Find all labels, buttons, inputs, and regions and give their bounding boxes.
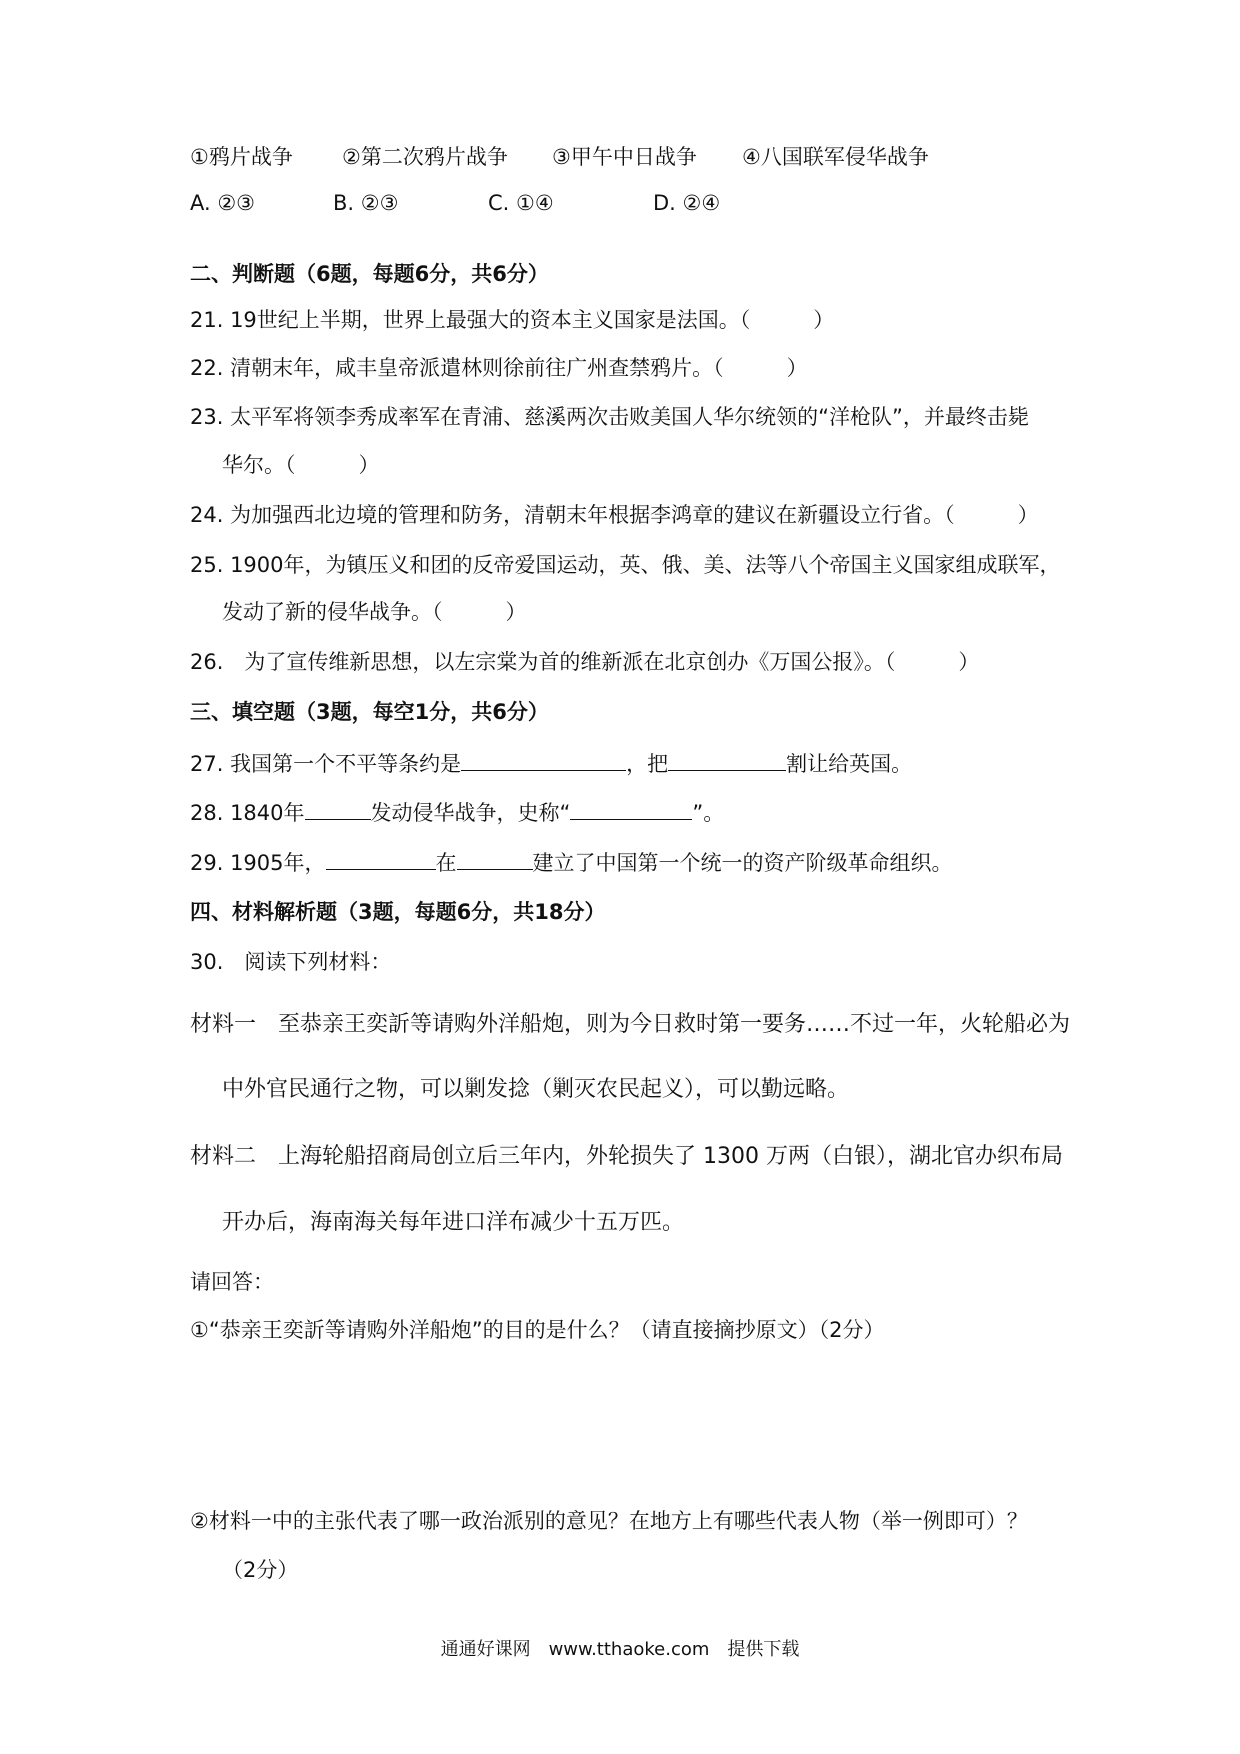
question-24: 24. 为加强西北边境的管理和防务，清朝末年根据李鸿章的建议在新疆设立行省。（ ） — [190, 503, 1039, 527]
question-29 — [190, 847, 953, 878]
material-2: 材料二 上海轮船招商局创立后三年内，外轮损失了 1300 万两（白银），湖北官办织布局 — [190, 1144, 1063, 1169]
question-23: 23. 太平军将领李秀成率军在青浦、慈溪两次击败美国人华尔统领的“洋枪队”，并最终击毙 — [190, 405, 1029, 429]
q20-item: ①鸦片战争 — [190, 145, 293, 169]
answer-blank[interactable] — [457, 847, 533, 870]
question-28 — [190, 797, 724, 828]
q27-text-a: 27. 我国第一个不平等条约是 — [190, 752, 462, 776]
q29-text-c: 建立了中国第一个统一的资产阶级革命组织。 — [532, 851, 953, 875]
sub-question-2-cont: （2分） — [222, 1558, 299, 1582]
q28-text-b: 发动侵华战争，史称“ — [370, 801, 571, 825]
section4-title: 四、材料解析题（3题，每题6分，共18分） — [190, 900, 606, 924]
answer-prompt: 请回答： — [190, 1270, 274, 1294]
section2-title: 二、判断题（6题，每题6分，共6分） — [190, 262, 549, 286]
material-1: 材料一 至恭亲王奕訢等请购外洋船炮，则为今日救时第一要务……不过一年，火轮船必为 — [190, 1012, 1071, 1037]
q29-text-b: 在 — [435, 851, 457, 875]
q28-text-c: ”。 — [692, 801, 725, 825]
answer-blank[interactable] — [570, 797, 692, 820]
question-26: 26. 为了宣传维新思想，以左宗棠为首的维新派在北京创办《万国公报》。（ ） — [190, 650, 980, 674]
answer-blank[interactable] — [326, 847, 436, 870]
q20-item: ②第二次鸦片战争 — [342, 145, 508, 169]
q20-choices — [190, 188, 720, 218]
choice-a: A. ②③ — [190, 191, 255, 215]
q20-item: ③甲午中日战争 — [552, 145, 697, 169]
question-23-cont: 华尔。（ ） — [222, 453, 380, 477]
choice-d: D. ②④ — [653, 191, 721, 215]
choice-c: C. ①④ — [488, 191, 554, 215]
answer-blank[interactable] — [668, 748, 786, 771]
material-1-cont: 中外官民通行之物，可以剿发捻（剿灭农民起义），可以勤远略。 — [222, 1077, 850, 1102]
question-21: 21. 19世纪上半期，世界上最强大的资本主义国家是法国。（ ） — [190, 308, 835, 332]
question-25: 25. 1900年，为镇压义和团的反帝爱国运动，英、俄、美、法等八个帝国主义国家组成联军， — [190, 553, 1061, 577]
sub-question-1: ①“恭亲王奕訢等请购外洋船炮”的目的是什么？（请直接摘抄原文）（2分） — [190, 1318, 885, 1342]
q28-text-a: 28. 1840年 — [190, 801, 305, 825]
section3-title: 三、填空题（3题，每空1分，共6分） — [190, 700, 549, 724]
page-footer: 通通好课网 www.tthaoke.com 提供下载 — [440, 1639, 800, 1660]
material-2-cont: 开办后，海南海关每年进口洋布减少十五万匹。 — [222, 1210, 685, 1235]
question-30: 30. 阅读下列材料： — [190, 950, 392, 974]
choice-b: B. ②③ — [333, 191, 399, 215]
answer-blank[interactable] — [461, 748, 626, 771]
question-25-cont: 发动了新的侵华战争。（ ） — [222, 600, 527, 624]
q20-item: ④八国联军侵华战争 — [742, 145, 929, 169]
q27-text-c: 割让给英国。 — [786, 752, 913, 776]
question-27 — [190, 748, 912, 779]
question-22: 22. 清朝末年，咸丰皇帝派遣林则徐前往广州查禁鸦片。（ ） — [190, 356, 808, 380]
answer-blank[interactable] — [305, 797, 371, 820]
q20-items — [190, 142, 929, 172]
sub-question-2: ②材料一中的主张代表了哪一政治派别的意见？在地方上有哪些代表人物（举一例即可）？ — [190, 1509, 1028, 1533]
q27-text-b: ，把 — [626, 752, 669, 776]
q29-text-a: 29. 1905年， — [190, 851, 326, 875]
